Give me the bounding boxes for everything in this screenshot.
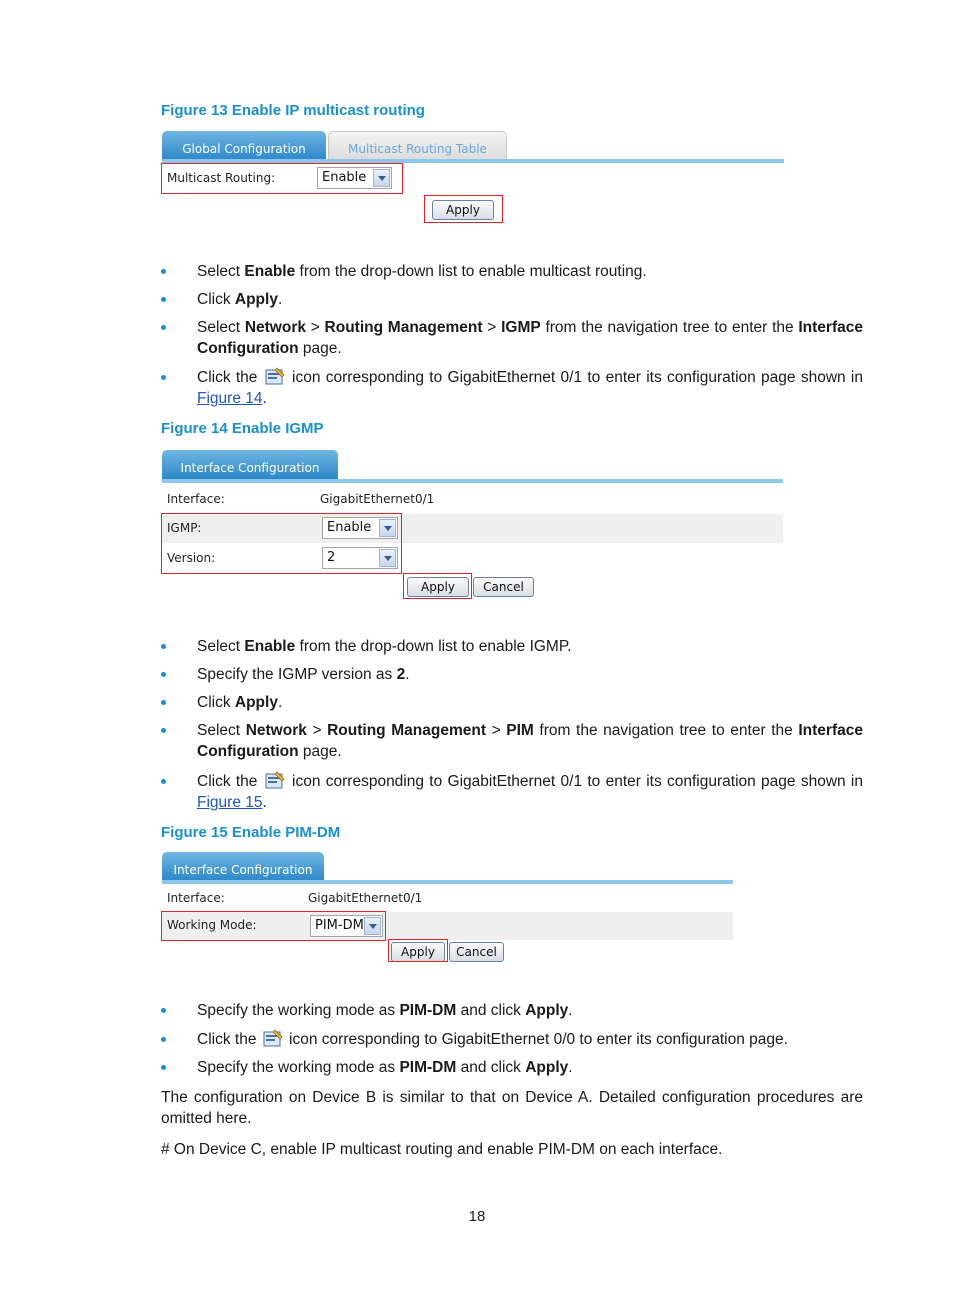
interface-value: GigabitEthernet0/1: [320, 492, 435, 506]
list-item: Click Apply.: [161, 692, 863, 713]
tab-interface-configuration[interactable]: Interface Configuration: [162, 450, 338, 480]
figure-14-link[interactable]: Figure 14: [197, 390, 263, 407]
tab-multicast-routing-table[interactable]: Multicast Routing Table: [328, 131, 507, 159]
list-item: Click the icon corresponding to GigabitEthernet 0/1 to enter its configuration page shown in Figure 14.: [161, 367, 863, 409]
edit-config-icon[interactable]: [265, 367, 285, 385]
working-mode-value: PIM-DM: [315, 918, 364, 933]
igmp-label: IGMP:: [167, 521, 202, 535]
working-mode-label: Working Mode:: [167, 918, 257, 932]
version-label: Version:: [167, 551, 216, 565]
figure-15-caption: Figure 15 Enable PIM-DM: [161, 824, 341, 841]
tab-underline: [162, 880, 733, 884]
figure-14-caption: Figure 14 Enable IGMP: [161, 420, 324, 437]
multicast-routing-label: Multicast Routing:: [167, 171, 276, 185]
apply-button[interactable]: Apply: [432, 200, 494, 220]
list-item: Select Network > Routing Management > IGMP from the navigation tree to enter the Interface Configuration page.: [161, 317, 863, 359]
list-item: Select Enable from the drop-down list to enable IGMP.: [161, 636, 863, 657]
list-item: Click the icon corresponding to GigabitEthernet 0/0 to enter its configuration page.: [161, 1029, 863, 1050]
figure-13-caption: Figure 13 Enable IP multicast routing: [161, 102, 425, 119]
list-item: Specify the working mode as PIM-DM and click Apply.: [161, 1000, 863, 1021]
cancel-button[interactable]: Cancel: [449, 942, 504, 962]
figure-15-link[interactable]: Figure 15: [197, 794, 263, 811]
highlight-box: [388, 939, 448, 962]
tab-global-configuration[interactable]: Global Configuration: [162, 131, 326, 161]
highlight-box: [403, 573, 472, 599]
paragraph: # On Device C, enable IP multicast routing and enable PIM-DM on each interface.: [161, 1141, 723, 1158]
apply-button[interactable]: Apply: [407, 577, 469, 597]
interface-value: GigabitEthernet0/1: [308, 891, 423, 905]
edit-config-icon[interactable]: [263, 1029, 283, 1047]
highlight-box: [161, 513, 402, 574]
cancel-button[interactable]: Cancel: [473, 577, 534, 597]
igmp-value: Enable: [327, 520, 372, 535]
list-item: Click the icon corresponding to GigabitEthernet 0/1 to enter its configuration page shown in Figure 15.: [161, 771, 863, 813]
tab-interface-configuration[interactable]: Interface Configuration: [162, 852, 324, 882]
interface-label: Interface:: [167, 492, 225, 506]
list-item: Select Enable from the drop-down list to enable multicast routing.: [161, 261, 863, 282]
list-item: Select Network > Routing Management > PIM from the navigation tree to enter the Interface Configuration page.: [161, 720, 863, 762]
highlight-box: [161, 163, 403, 194]
list-item: Specify the working mode as PIM-DM and click Apply.: [161, 1057, 863, 1078]
apply-button[interactable]: Apply: [391, 942, 445, 962]
highlight-box: [161, 911, 386, 941]
highlight-box: [424, 195, 503, 223]
page-number: 18: [468, 1208, 486, 1225]
interface-label: Interface:: [167, 891, 225, 905]
list-item: Click Apply.: [161, 289, 863, 310]
tab-underline: [162, 479, 783, 483]
list-item: Specify the IGMP version as 2.: [161, 664, 863, 685]
version-value: 2: [327, 550, 336, 565]
paragraph: The configuration on Device B is similar to that on Device A. Detailed configuration procedures are omitted here.: [161, 1089, 863, 1127]
multicast-routing-value: Enable: [322, 170, 367, 185]
edit-config-icon[interactable]: [265, 771, 285, 789]
